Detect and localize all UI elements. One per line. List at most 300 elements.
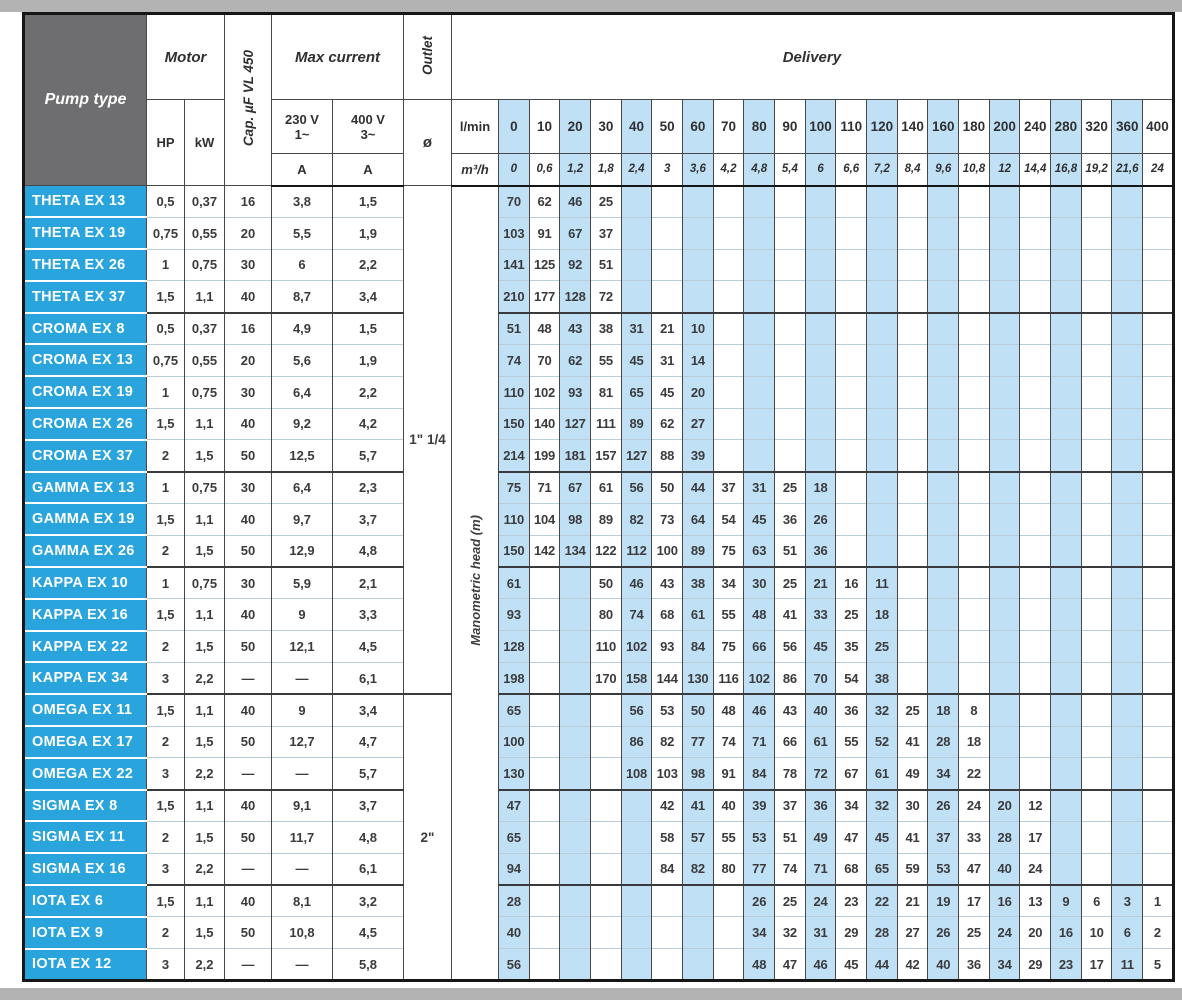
- delivery-cell: [1081, 376, 1112, 408]
- delivery-cell: 17: [1081, 949, 1112, 981]
- delivery-cell: 37: [928, 821, 959, 853]
- delivery-cell: [836, 440, 867, 472]
- delivery-cell: [867, 186, 898, 218]
- delivery-cell: [1051, 217, 1082, 249]
- pump-name: GAMMA EX 26: [24, 535, 147, 567]
- m3h-column-header: 14,4: [1020, 154, 1051, 186]
- delivery-cell: 70: [499, 186, 530, 218]
- cell-a400: 2,3: [333, 472, 404, 504]
- delivery-cell: 71: [529, 472, 560, 504]
- delivery-cell: 25: [591, 186, 622, 218]
- delivery-cell: 150: [499, 535, 530, 567]
- lmin-column-header: 70: [713, 100, 744, 154]
- delivery-cell: 102: [529, 376, 560, 408]
- delivery-cell: [529, 949, 560, 981]
- delivery-cell: 23: [1051, 949, 1082, 981]
- delivery-cell: 18: [867, 599, 898, 631]
- delivery-cell: 102: [744, 662, 775, 694]
- header-230v-line2: 1~: [294, 126, 310, 142]
- cell-cap: —: [225, 853, 272, 885]
- delivery-cell: 25: [867, 631, 898, 663]
- lmin-column-header: 280: [1051, 100, 1082, 154]
- delivery-cell: [713, 885, 744, 917]
- delivery-cell: [1051, 344, 1082, 376]
- delivery-cell: [621, 821, 652, 853]
- cell-a400: 4,7: [333, 726, 404, 758]
- delivery-cell: 89: [621, 408, 652, 440]
- delivery-cell: 36: [959, 949, 990, 981]
- cell-a400: 2,1: [333, 567, 404, 599]
- cell-hp: 1,5: [147, 790, 185, 822]
- cell-a230: —: [272, 949, 333, 981]
- cell-kw: 0,75: [185, 567, 225, 599]
- delivery-cell: [867, 249, 898, 281]
- delivery-cell: [1051, 472, 1082, 504]
- delivery-cell: [1081, 535, 1112, 567]
- delivery-cell: 32: [867, 790, 898, 822]
- delivery-cell: 56: [621, 694, 652, 726]
- delivery-cell: [897, 344, 928, 376]
- delivery-cell: 37: [775, 790, 806, 822]
- cell-a230: 9: [272, 694, 333, 726]
- delivery-cell: [928, 408, 959, 440]
- delivery-cell: [1143, 853, 1174, 885]
- pump-name: THETA EX 19: [24, 217, 147, 249]
- pump-row: [24, 726, 1174, 758]
- delivery-cell: [1051, 821, 1082, 853]
- delivery-cell: [989, 758, 1020, 790]
- pump-row: [24, 344, 1174, 376]
- delivery-cell: 50: [652, 472, 683, 504]
- delivery-cell: [529, 599, 560, 631]
- delivery-cell: 116: [713, 662, 744, 694]
- delivery-cell: 43: [560, 313, 591, 345]
- delivery-cell: [989, 249, 1020, 281]
- delivery-cell: 50: [683, 694, 714, 726]
- cell-hp: 2: [147, 631, 185, 663]
- pump-name: CROMA EX 37: [24, 440, 147, 472]
- pump-name: THETA EX 13: [24, 186, 147, 218]
- cell-a230: 8,1: [272, 885, 333, 917]
- header-row-1: [24, 14, 1174, 100]
- pump-row: [24, 885, 1174, 917]
- delivery-cell: 58: [652, 821, 683, 853]
- delivery-cell: 70: [529, 344, 560, 376]
- delivery-cell: [1143, 440, 1174, 472]
- delivery-cell: [867, 440, 898, 472]
- delivery-cell: [959, 599, 990, 631]
- delivery-cell: 56: [775, 631, 806, 663]
- delivery-cell: [836, 472, 867, 504]
- header-amp-unit-400: A: [333, 154, 404, 186]
- delivery-cell: [805, 313, 836, 345]
- cell-kw: 2,2: [185, 662, 225, 694]
- delivery-cell: 48: [529, 313, 560, 345]
- delivery-cell: 140: [529, 408, 560, 440]
- delivery-cell: 28: [928, 726, 959, 758]
- delivery-cell: [1112, 726, 1143, 758]
- delivery-cell: 91: [713, 758, 744, 790]
- delivery-cell: [867, 344, 898, 376]
- outlet-size: 1" 1/4: [404, 186, 452, 695]
- m3h-column-header: 7,2: [867, 154, 898, 186]
- delivery-cell: [1143, 790, 1174, 822]
- delivery-cell: 35: [836, 631, 867, 663]
- cell-hp: 1,5: [147, 503, 185, 535]
- delivery-cell: [989, 186, 1020, 218]
- delivery-cell: 25: [836, 599, 867, 631]
- delivery-cell: [1020, 344, 1051, 376]
- delivery-cell: 210: [499, 281, 530, 313]
- delivery-cell: [744, 186, 775, 218]
- cell-kw: 2,2: [185, 853, 225, 885]
- cell-cap: 50: [225, 726, 272, 758]
- delivery-cell: 38: [867, 662, 898, 694]
- cell-hp: 3: [147, 949, 185, 981]
- cell-hp: 3: [147, 758, 185, 790]
- cell-a230: 3,8: [272, 186, 333, 218]
- delivery-cell: 67: [560, 217, 591, 249]
- delivery-cell: [1081, 503, 1112, 535]
- manometric-head-label: Manometric head (m): [467, 514, 483, 646]
- delivery-cell: [959, 535, 990, 567]
- delivery-cell: 45: [744, 503, 775, 535]
- delivery-cell: [897, 662, 928, 694]
- m3h-column-header: 6,6: [836, 154, 867, 186]
- cell-a400: 5,7: [333, 758, 404, 790]
- delivery-cell: 53: [744, 821, 775, 853]
- delivery-cell: 75: [499, 472, 530, 504]
- delivery-cell: [989, 408, 1020, 440]
- delivery-cell: [1081, 281, 1112, 313]
- delivery-cell: [744, 249, 775, 281]
- delivery-cell: [621, 281, 652, 313]
- cell-cap: 40: [225, 408, 272, 440]
- delivery-cell: [928, 249, 959, 281]
- delivery-cell: 65: [499, 694, 530, 726]
- cell-a230: 6,4: [272, 472, 333, 504]
- scan-edge-top: [0, 0, 1182, 12]
- delivery-cell: 38: [683, 567, 714, 599]
- delivery-cell: [1081, 344, 1112, 376]
- delivery-cell: 26: [744, 885, 775, 917]
- pump-row: [24, 472, 1174, 504]
- cell-a400: 4,5: [333, 917, 404, 949]
- delivery-cell: [713, 313, 744, 345]
- delivery-cell: [775, 440, 806, 472]
- delivery-cell: [959, 440, 990, 472]
- delivery-cell: 6: [1081, 885, 1112, 917]
- pump-name: OMEGA EX 22: [24, 758, 147, 790]
- delivery-cell: [713, 344, 744, 376]
- delivery-cell: [560, 631, 591, 663]
- delivery-cell: [1112, 535, 1143, 567]
- delivery-cell: [805, 186, 836, 218]
- delivery-cell: 8: [959, 694, 990, 726]
- delivery-cell: [560, 758, 591, 790]
- delivery-cell: [1112, 281, 1143, 313]
- delivery-cell: 6: [1112, 917, 1143, 949]
- delivery-cell: 110: [499, 376, 530, 408]
- cell-cap: —: [225, 949, 272, 981]
- delivery-cell: [1051, 281, 1082, 313]
- cell-a400: 3,7: [333, 503, 404, 535]
- delivery-cell: [713, 949, 744, 981]
- cell-cap: 30: [225, 472, 272, 504]
- delivery-cell: 9: [1051, 885, 1082, 917]
- pump-name: GAMMA EX 19: [24, 503, 147, 535]
- delivery-cell: [591, 885, 622, 917]
- delivery-cell: [989, 281, 1020, 313]
- delivery-cell: [1081, 249, 1112, 281]
- header-outlet: [404, 14, 452, 100]
- delivery-cell: 100: [652, 535, 683, 567]
- cell-a400: 3,3: [333, 599, 404, 631]
- delivery-cell: [1051, 631, 1082, 663]
- delivery-cell: [1081, 440, 1112, 472]
- delivery-cell: 45: [652, 376, 683, 408]
- delivery-cell: [591, 694, 622, 726]
- cell-kw: 0,55: [185, 217, 225, 249]
- cell-a400: 4,8: [333, 535, 404, 567]
- delivery-cell: 40: [713, 790, 744, 822]
- lmin-column-header: 110: [836, 100, 867, 154]
- cell-hp: 1,5: [147, 694, 185, 726]
- m3h-column-header: 5,4: [775, 154, 806, 186]
- delivery-cell: 33: [805, 599, 836, 631]
- cell-a400: 4,2: [333, 408, 404, 440]
- delivery-cell: [560, 917, 591, 949]
- delivery-cell: 25: [897, 694, 928, 726]
- delivery-cell: 177: [529, 281, 560, 313]
- delivery-cell: 57: [683, 821, 714, 853]
- lmin-column-header: 240: [1020, 100, 1051, 154]
- delivery-cell: [683, 281, 714, 313]
- delivery-cell: [560, 599, 591, 631]
- delivery-cell: [1143, 344, 1174, 376]
- delivery-cell: 77: [744, 853, 775, 885]
- delivery-cell: [928, 313, 959, 345]
- delivery-cell: [989, 503, 1020, 535]
- delivery-cell: [836, 535, 867, 567]
- delivery-cell: 12: [1020, 790, 1051, 822]
- delivery-cell: [1112, 853, 1143, 885]
- m3h-column-header: 3: [652, 154, 683, 186]
- delivery-cell: 49: [897, 758, 928, 790]
- delivery-cell: [1020, 249, 1051, 281]
- delivery-cell: 47: [959, 853, 990, 885]
- delivery-cell: 71: [805, 853, 836, 885]
- cell-hp: 1,5: [147, 599, 185, 631]
- delivery-cell: 18: [928, 694, 959, 726]
- delivery-cell: 25: [775, 885, 806, 917]
- delivery-cell: [1143, 662, 1174, 694]
- delivery-cell: 2: [1143, 917, 1174, 949]
- pump-row: [24, 949, 1174, 981]
- delivery-cell: 92: [560, 249, 591, 281]
- cell-a400: 1,5: [333, 186, 404, 218]
- header-capacitor-text: Cap. µF VL 450: [240, 50, 256, 147]
- lmin-column-header: 120: [867, 100, 898, 154]
- delivery-cell: [1143, 472, 1174, 504]
- delivery-cell: 111: [591, 408, 622, 440]
- delivery-cell: 51: [591, 249, 622, 281]
- delivery-cell: [989, 694, 1020, 726]
- delivery-cell: 75: [713, 631, 744, 663]
- delivery-cell: 93: [652, 631, 683, 663]
- pump-name: IOTA EX 9: [24, 917, 147, 949]
- scan-edge-bottom: [0, 988, 1182, 1000]
- delivery-cell: [652, 249, 683, 281]
- delivery-cell: 36: [775, 503, 806, 535]
- cell-kw: 1,5: [185, 917, 225, 949]
- delivery-cell: 73: [652, 503, 683, 535]
- delivery-cell: [1143, 726, 1174, 758]
- delivery-cell: [621, 790, 652, 822]
- delivery-cell: [897, 631, 928, 663]
- delivery-cell: [928, 503, 959, 535]
- delivery-cell: [1020, 535, 1051, 567]
- delivery-cell: [897, 567, 928, 599]
- header-outlet-text: Outlet: [420, 36, 435, 75]
- delivery-cell: [989, 662, 1020, 694]
- delivery-cell: [621, 249, 652, 281]
- lmin-column-header: 80: [744, 100, 775, 154]
- delivery-cell: [1020, 408, 1051, 440]
- delivery-cell: [959, 249, 990, 281]
- header-230v: [272, 100, 333, 154]
- m3h-column-header: 0,6: [529, 154, 560, 186]
- delivery-cell: [1112, 821, 1143, 853]
- delivery-cell: 61: [499, 567, 530, 599]
- delivery-cell: [959, 344, 990, 376]
- delivery-cell: [1143, 535, 1174, 567]
- pump-name: CROMA EX 8: [24, 313, 147, 345]
- m3h-column-header: 3,6: [683, 154, 714, 186]
- delivery-cell: 89: [683, 535, 714, 567]
- delivery-cell: [897, 535, 928, 567]
- cell-cap: 50: [225, 821, 272, 853]
- delivery-cell: 20: [1020, 917, 1051, 949]
- delivery-cell: [775, 408, 806, 440]
- delivery-cell: 84: [652, 853, 683, 885]
- delivery-cell: [1020, 567, 1051, 599]
- delivery-cell: [836, 503, 867, 535]
- cell-cap: 40: [225, 503, 272, 535]
- cell-a400: 1,5: [333, 313, 404, 345]
- header-motor: Motor: [147, 14, 225, 100]
- delivery-cell: [1081, 631, 1112, 663]
- delivery-cell: [928, 631, 959, 663]
- delivery-cell: [959, 631, 990, 663]
- m3h-column-header: 10,8: [959, 154, 990, 186]
- cell-cap: —: [225, 758, 272, 790]
- delivery-cell: [836, 344, 867, 376]
- delivery-cell: [1051, 790, 1082, 822]
- delivery-cell: 45: [867, 821, 898, 853]
- delivery-cell: 78: [775, 758, 806, 790]
- cell-a400: 3,7: [333, 790, 404, 822]
- m3h-column-header: 24: [1143, 154, 1174, 186]
- delivery-cell: 39: [744, 790, 775, 822]
- delivery-cell: [989, 631, 1020, 663]
- delivery-cell: 50: [591, 567, 622, 599]
- header-230v-line1: 230 V: [285, 111, 319, 127]
- delivery-cell: [928, 376, 959, 408]
- delivery-cell: 100: [499, 726, 530, 758]
- pump-name: CROMA EX 19: [24, 376, 147, 408]
- pump-row: [24, 599, 1174, 631]
- delivery-cell: [713, 440, 744, 472]
- delivery-cell: 103: [499, 217, 530, 249]
- delivery-cell: 17: [959, 885, 990, 917]
- delivery-cell: 70: [805, 662, 836, 694]
- cell-a400: 4,8: [333, 821, 404, 853]
- pump-name: CROMA EX 13: [24, 344, 147, 376]
- delivery-cell: 64: [683, 503, 714, 535]
- delivery-cell: [1081, 694, 1112, 726]
- delivery-cell: [529, 567, 560, 599]
- cell-kw: 0,37: [185, 313, 225, 345]
- delivery-cell: [836, 217, 867, 249]
- delivery-cell: [1081, 313, 1112, 345]
- delivery-cell: [1112, 694, 1143, 726]
- delivery-cell: 74: [499, 344, 530, 376]
- delivery-cell: [775, 281, 806, 313]
- delivery-cell: 46: [560, 186, 591, 218]
- delivery-cell: [652, 281, 683, 313]
- delivery-cell: [1081, 599, 1112, 631]
- delivery-cell: 49: [805, 821, 836, 853]
- cell-kw: 0,37: [185, 186, 225, 218]
- pump-name: KAPPA EX 10: [24, 567, 147, 599]
- delivery-cell: [1051, 249, 1082, 281]
- delivery-cell: [989, 313, 1020, 345]
- delivery-cell: [928, 662, 959, 694]
- delivery-cell: [560, 885, 591, 917]
- delivery-cell: [560, 821, 591, 853]
- delivery-cell: [621, 885, 652, 917]
- delivery-cell: 36: [836, 694, 867, 726]
- delivery-cell: [867, 503, 898, 535]
- delivery-cell: [591, 949, 622, 981]
- delivery-cell: 43: [652, 567, 683, 599]
- delivery-cell: 198: [499, 662, 530, 694]
- delivery-cell: [836, 408, 867, 440]
- delivery-cell: 170: [591, 662, 622, 694]
- delivery-cell: 16: [989, 885, 1020, 917]
- delivery-cell: [1143, 186, 1174, 218]
- delivery-cell: 28: [867, 917, 898, 949]
- delivery-cell: [989, 535, 1020, 567]
- lmin-column-header: 160: [928, 100, 959, 154]
- delivery-cell: [1143, 758, 1174, 790]
- pump-name: IOTA EX 6: [24, 885, 147, 917]
- cell-a400: 3,4: [333, 281, 404, 313]
- delivery-cell: [1143, 217, 1174, 249]
- delivery-cell: [713, 917, 744, 949]
- delivery-cell: 82: [683, 853, 714, 885]
- delivery-cell: 36: [805, 790, 836, 822]
- delivery-cell: 27: [897, 917, 928, 949]
- delivery-cell: [928, 344, 959, 376]
- cell-hp: 0,75: [147, 344, 185, 376]
- cell-cap: 16: [225, 186, 272, 218]
- delivery-cell: 40: [989, 853, 1020, 885]
- delivery-cell: [621, 853, 652, 885]
- cell-a400: 2,2: [333, 249, 404, 281]
- delivery-cell: 20: [683, 376, 714, 408]
